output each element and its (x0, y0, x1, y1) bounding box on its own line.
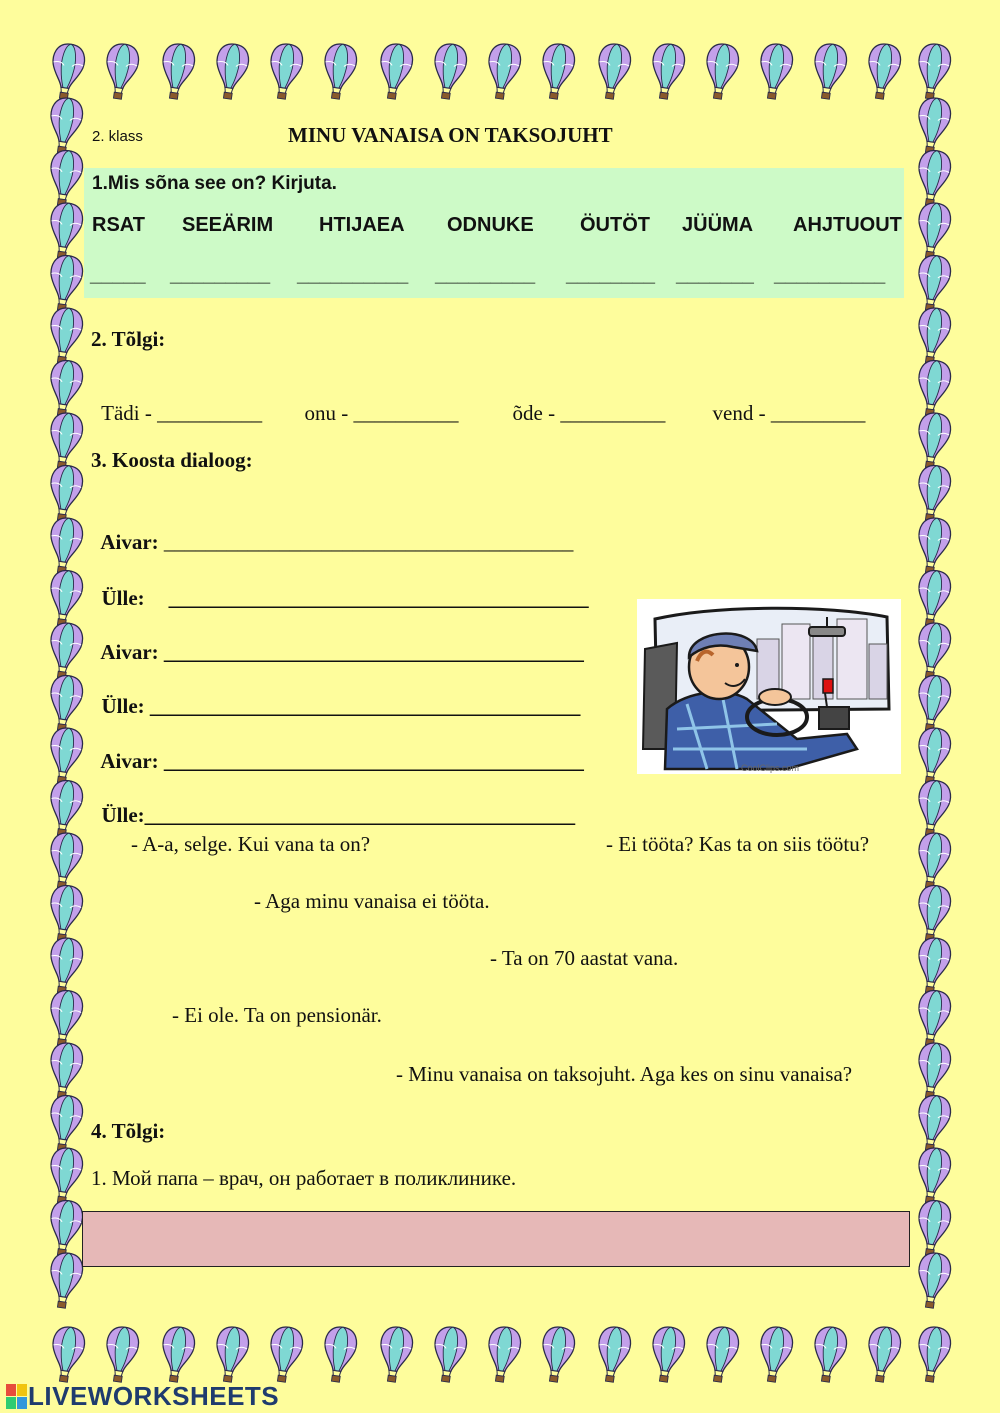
scrambled-word: HTIJAEA (319, 214, 405, 236)
hot-air-balloon-icon (320, 42, 359, 101)
hot-air-balloon-icon (914, 936, 953, 995)
dialog-phrase: - A-a, selge. Kui vana ta on? (131, 832, 371, 856)
hot-air-balloon-icon (46, 1041, 85, 1100)
dialog-line (91, 778, 575, 828)
hot-air-balloon-icon (158, 42, 197, 101)
hot-air-balloon-icon (266, 1325, 305, 1384)
hot-air-balloon-icon (914, 884, 953, 943)
answer-blank[interactable]: _______ (676, 264, 754, 286)
dialog-blank[interactable]: _______________________________________ (163, 530, 574, 554)
hot-air-balloon-icon (594, 1325, 633, 1384)
dialog-blank[interactable]: ________________________________________ (163, 749, 584, 773)
hot-air-balloon-icon (914, 201, 953, 260)
hot-air-balloon-icon (376, 42, 415, 101)
hot-air-balloon-icon (914, 831, 953, 890)
hot-air-balloon-icon (914, 726, 953, 785)
hot-air-balloon-icon (484, 42, 523, 101)
hot-air-balloon-icon (914, 1094, 953, 1153)
hot-air-balloon-icon (914, 1251, 953, 1310)
hot-air-balloon-icon (46, 359, 85, 418)
hot-air-balloon-icon (914, 621, 953, 680)
hot-air-balloon-icon (46, 201, 85, 260)
answer-blank[interactable]: ________ (566, 264, 655, 286)
brand-name: LIVEWORKSHEETS (28, 1381, 280, 1411)
translate-item (294, 376, 459, 426)
hot-air-balloon-icon (756, 1325, 795, 1384)
hot-air-balloon-icon (914, 359, 953, 418)
scrambled-word: ODNUKE (447, 214, 534, 236)
scrambled-word: ÖUTÖT (580, 214, 650, 236)
hot-air-balloon-icon (46, 149, 85, 208)
translate-blank[interactable]: __________ (560, 401, 666, 425)
hot-air-balloon-icon (864, 42, 903, 101)
hot-air-balloon-icon (702, 1325, 741, 1384)
hot-air-balloon-icon (648, 1325, 687, 1384)
scrambled-word: JÜÜMA (682, 214, 754, 236)
hot-air-balloon-icon (914, 674, 953, 733)
hot-air-balloon-icon (864, 1325, 903, 1384)
hot-air-balloon-icon (914, 569, 953, 628)
hot-air-balloon-icon (594, 42, 633, 101)
answer-blank[interactable]: __________ (297, 264, 409, 286)
hot-air-balloon-icon (46, 884, 85, 943)
dialog-blank[interactable]: _________________________________________ (149, 694, 581, 718)
hot-air-balloon-icon (212, 1325, 251, 1384)
answer-blank[interactable]: _____ (90, 264, 146, 286)
scrambled-word: AHJTUOUT (793, 214, 902, 236)
hot-air-balloon-icon (46, 516, 85, 575)
hot-air-balloon-icon (430, 1325, 469, 1384)
hot-air-balloon-icon (102, 1325, 141, 1384)
dialog-phrase: - Minu vanaisa on taksojuht. Aga kes on sinu vanaisa? (396, 1062, 853, 1086)
hot-air-balloon-icon (46, 1199, 85, 1258)
answer-blank[interactable]: _________ (435, 264, 536, 286)
speaker-label: Ülle: (101, 803, 145, 827)
exercise3-heading: 3. Koosta dialoog: (91, 448, 253, 472)
hot-air-balloon-icon (756, 42, 795, 101)
hot-air-balloon-icon (46, 1094, 85, 1153)
dialog-line (91, 615, 584, 665)
dialog-line (91, 669, 580, 719)
dialog-blank[interactable]: _________________________________________ (144, 803, 576, 827)
liveworksheets-logo (6, 1381, 279, 1412)
hot-air-balloon-icon (46, 306, 85, 365)
hot-air-balloon-icon (914, 464, 953, 523)
hot-air-balloon-icon (46, 411, 85, 470)
hot-air-balloon-icon (914, 42, 953, 101)
hot-air-balloon-icon (914, 411, 953, 470)
dialog-phrase: - Ta on 70 aastat vana. (490, 946, 679, 970)
hot-air-balloon-icon (914, 779, 953, 838)
hot-air-balloon-icon (46, 1251, 85, 1310)
hot-air-balloon-icon (46, 779, 85, 838)
dialog-blank[interactable]: ________________________________________ (168, 586, 589, 610)
answer-blank[interactable]: __________ (774, 264, 886, 286)
hot-air-balloon-icon (266, 42, 305, 101)
speaker-label: Aivar: (100, 530, 159, 554)
hot-air-balloon-icon (376, 1325, 415, 1384)
image-credit: CoolClips.com (741, 763, 800, 773)
scrambled-word: SEEÄRIM (182, 214, 274, 236)
hot-air-balloon-icon (914, 1325, 953, 1384)
grade-label: 2. klass (92, 128, 143, 145)
translate-label: vend - (712, 401, 771, 425)
hot-air-balloon-icon (810, 42, 849, 101)
hot-air-balloon-icon (46, 464, 85, 523)
hot-air-balloon-icon (46, 674, 85, 733)
hot-air-balloon-icon (430, 42, 469, 101)
translate-item (502, 376, 665, 426)
hot-air-balloon-icon (46, 831, 85, 890)
hot-air-balloon-icon (914, 1199, 953, 1258)
answer-blank[interactable]: _________ (170, 264, 271, 286)
hot-air-balloon-icon (914, 1146, 953, 1205)
hot-air-balloon-icon (914, 516, 953, 575)
exercise4-heading: 4. Tõlgi: (91, 1119, 166, 1143)
hot-air-balloon-icon (810, 1325, 849, 1384)
translation-answer-box[interactable] (82, 1211, 910, 1267)
hot-air-balloon-icon (648, 42, 687, 101)
hot-air-balloon-icon (46, 96, 85, 155)
speaker-label: Ülle: (101, 586, 145, 610)
taxi-driver-image (637, 599, 901, 774)
hot-air-balloon-icon (46, 621, 85, 680)
exercise2-heading: 2. Tõlgi: (91, 327, 166, 351)
dialog-phrase: - Ei tööta? Kas ta on siis töötu? (606, 832, 870, 856)
hot-air-balloon-icon (914, 1041, 953, 1100)
translate-blank[interactable]: __________ (157, 401, 263, 425)
hot-air-balloon-icon (538, 1325, 577, 1384)
speaker-label: Ülle: (101, 694, 145, 718)
hot-air-balloon-icon (914, 96, 953, 155)
hot-air-balloon-icon (48, 42, 87, 101)
translate-item (702, 376, 865, 426)
hot-air-balloon-icon (46, 569, 85, 628)
dialog-line (91, 561, 589, 611)
hot-air-balloon-icon (48, 1325, 87, 1384)
hot-air-balloon-icon (46, 989, 85, 1048)
hot-air-balloon-icon (702, 42, 741, 101)
hot-air-balloon-icon (320, 1325, 359, 1384)
dialog-phrase: - Aga minu vanaisa ei tööta. (254, 889, 490, 913)
dialog-line (91, 724, 584, 774)
live-badge-icon (6, 1384, 28, 1410)
dialog-line (91, 505, 573, 555)
scrambled-word: RSAT (92, 214, 145, 236)
page-title: MINU VANAISA ON TAKSOJUHT (288, 123, 613, 147)
exercise1-heading: 1.Mis sõna see on? Kirjuta. (92, 173, 337, 194)
dialog-phrase: - Ei ole. Ta on pensionär. (172, 1003, 382, 1027)
hot-air-balloon-icon (158, 1325, 197, 1384)
translate-label: õde - (512, 401, 561, 425)
hot-air-balloon-icon (484, 1325, 523, 1384)
translation-answer-input[interactable] (83, 1212, 909, 1266)
hot-air-balloon-icon (46, 1146, 85, 1205)
hot-air-balloon-icon (914, 254, 953, 313)
hot-air-balloon-icon (538, 42, 577, 101)
translate-label: Tädi - (101, 401, 158, 425)
hot-air-balloon-icon (46, 254, 85, 313)
speaker-label: Aivar: (100, 640, 159, 664)
hot-air-balloon-icon (102, 42, 141, 101)
hot-air-balloon-icon (46, 936, 85, 995)
hot-air-balloon-icon (914, 149, 953, 208)
translate-blank[interactable]: __________ (353, 401, 459, 425)
translate-blank[interactable]: _________ (770, 401, 866, 425)
translate-item (91, 376, 262, 426)
hot-air-balloon-icon (914, 306, 953, 365)
russian-sentence: 1. Мой папа – врач, он работает в поликлинике. (91, 1166, 517, 1190)
translate-label: onu - (304, 401, 354, 425)
dialog-blank[interactable]: ________________________________________ (163, 640, 584, 664)
hot-air-balloon-icon (914, 989, 953, 1048)
hot-air-balloon-icon (46, 726, 85, 785)
hot-air-balloon-icon (212, 42, 251, 101)
speaker-label: Aivar: (100, 749, 159, 773)
